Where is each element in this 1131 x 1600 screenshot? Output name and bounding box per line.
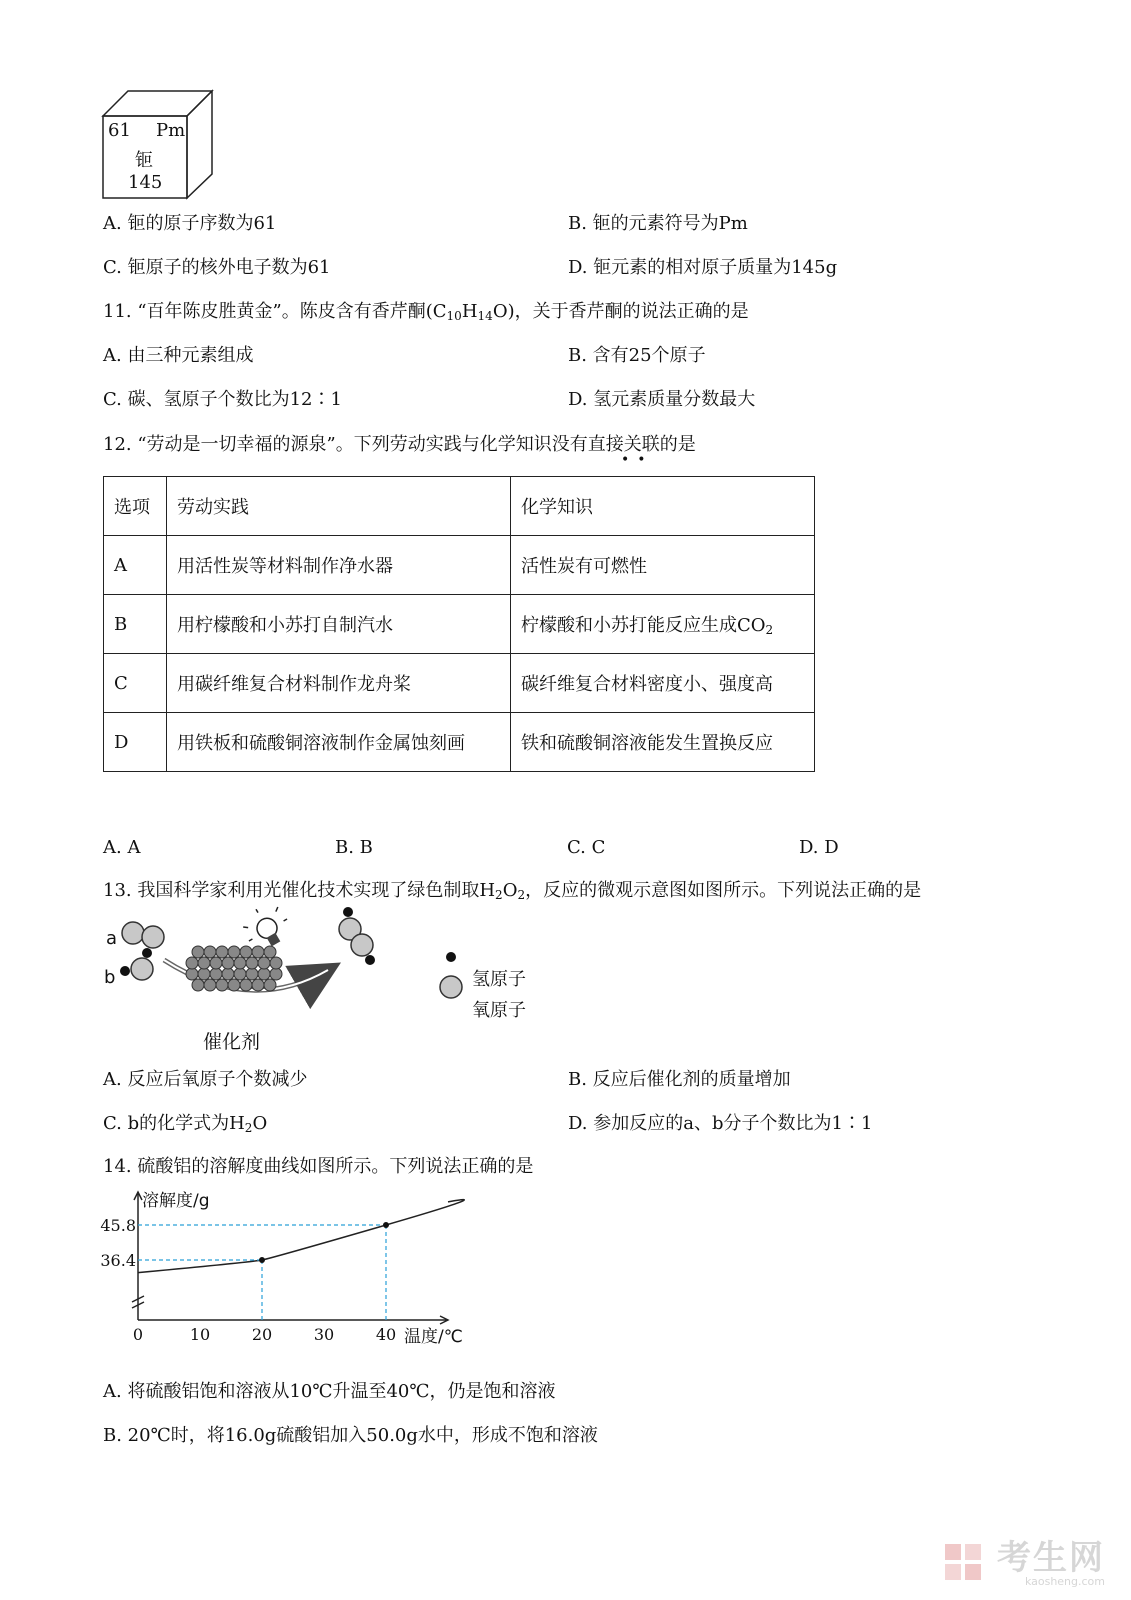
q11-option-b: B. 含有25个原子 [568, 345, 706, 366]
solubility-chart [100, 1190, 463, 1370]
table-cell: 碳纤维复合材料密度小、强度高 [511, 654, 815, 713]
element-atomic-number: 61 [108, 120, 131, 141]
data-point [259, 1257, 265, 1263]
product-hydrogen-1 [343, 907, 353, 917]
q12-stem: 12. “劳动是一切幸福的源泉”。下列劳动实践与化学知识没有直接关联的是 [103, 434, 696, 455]
table-header: 劳动实践 [167, 477, 511, 536]
table-cell: B [104, 595, 167, 654]
table-row [104, 713, 815, 772]
table-row [104, 654, 815, 713]
table-row [104, 536, 815, 595]
watermark-sub: kaosheng.com [1024, 1575, 1105, 1588]
molecule-b-label: b [104, 967, 116, 988]
x-axis-label: 温度/℃ [404, 1327, 463, 1347]
q13-option-d: D. 参加反应的a、b分子个数比为1∶1 [568, 1113, 873, 1134]
legend-oxygen-symbol [440, 976, 462, 998]
q11-stem: 11. “百年陈皮胜黄金”。陈皮含有香芹酮$(C_{10}H_{14}O)$，关于香芹酮的说法正确的是 [103, 301, 749, 323]
q12-option-a: A. A [103, 837, 141, 858]
table-cell: 用柠檬酸和小苏打自制汽水 [167, 595, 511, 654]
q14-option-a: A. 将硫酸铝饱和溶液从10℃升温至40℃，仍是饱和溶液 [103, 1381, 556, 1402]
molecule-a-label: a [106, 928, 118, 949]
table-header-row [104, 477, 815, 536]
legend-hydrogen-symbol [446, 952, 456, 962]
molecule-a-oxygen-1 [122, 922, 144, 944]
data-point [383, 1222, 389, 1228]
table-cell: D [104, 713, 167, 772]
table-cell: 活性炭有可燃性 [511, 536, 815, 595]
q12-option-c: C. C [567, 837, 606, 858]
legend-oxygen-label: 氧原子 [472, 1000, 526, 1021]
y-tick-label: 36.4 [100, 1251, 136, 1270]
table-cell: 用铁板和硫酸铜溶液制作金属蚀刻画 [167, 713, 511, 772]
table-cell: 用活性炭等材料制作净水器 [167, 536, 511, 595]
molecule-b-oxygen [131, 958, 153, 980]
table-cell: 铁和硫酸铜溶液能发生置换反应 [511, 713, 815, 772]
q11-option-c: C. 碳、氢原子个数比为12∶1 [103, 389, 342, 410]
watermark [997, 1530, 1105, 1588]
molecule-b-hydrogen-2 [120, 966, 130, 976]
q13-option-b: B. 反应后催化剂的质量增加 [568, 1069, 791, 1090]
q13-stem: 13. 我国科学家利用光催化技术实现了绿色制取$H_2O_2$，反应的微观示意图如图所示。下列说法正确的是 [103, 880, 922, 902]
q11-option-a: A. 由三种元素组成 [103, 345, 254, 366]
legend-hydrogen-label: 氢原子 [472, 969, 526, 990]
table-cell: A [104, 536, 167, 595]
element-name: 钷 [135, 150, 153, 171]
q14-option-b: B. 20℃时，将16.0g硫酸铝加入50.0g水中，形成不饱和溶液 [103, 1425, 598, 1446]
catalyst-label: 催化剂 [203, 1031, 261, 1053]
element-mass: 145 [128, 172, 163, 193]
q10-option-d: D. 钷元素的相对原子质量为145g [568, 257, 838, 278]
product-oxygen-2 [351, 934, 373, 956]
table-cell: 用碳纤维复合材料制作龙舟桨 [167, 654, 511, 713]
x-tick-label: 0 [132, 1325, 144, 1344]
q13-option-c: C. b的化学式为$H_2O$ [103, 1113, 268, 1135]
molecule-b-hydrogen-1 [142, 948, 152, 958]
q12-option-b: B. B [335, 837, 373, 858]
q12-option-d: D. D [799, 837, 839, 858]
q10-option-a: A. 钷的原子序数为61 [103, 213, 277, 234]
x-tick-label: 20 [251, 1325, 273, 1344]
q10-option-c: C. 钷原子的核外电子数为61 [103, 257, 331, 278]
x-tick-label: 10 [189, 1325, 211, 1344]
y-axis-label: 溶解度/g [142, 1191, 210, 1211]
q10-option-b: B. 钷的元素符号为Pm [568, 213, 748, 234]
molecule-a-oxygen-2 [142, 926, 164, 948]
table-cell: 柠檬酸和小苏打能反应生成$CO_2$ [511, 595, 815, 654]
catalyst-pile [186, 946, 282, 991]
labor-table [103, 476, 815, 772]
x-tick-label: 40 [375, 1325, 397, 1344]
product-hydrogen-2 [365, 955, 375, 965]
watermark-logo-icon [943, 1542, 983, 1582]
watermark-text: 考生网 [997, 1538, 1105, 1578]
x-tick-label: 30 [313, 1325, 335, 1344]
table-header: 选项 [104, 477, 167, 536]
table-row [104, 595, 815, 654]
table-cell: C [104, 654, 167, 713]
q11-option-d: D. 氢元素质量分数最大 [568, 389, 756, 410]
q13-option-a: A. 反应后氧原子个数减少 [103, 1069, 308, 1090]
emphasis-dots: •• [621, 452, 654, 468]
y-tick-label: 45.8 [100, 1216, 136, 1235]
q14-stem: 14. 硫酸铝的溶解度曲线如图所示。下列说法正确的是 [103, 1156, 534, 1177]
element-symbol: Pm [156, 120, 186, 141]
table-header: 化学知识 [511, 477, 815, 536]
